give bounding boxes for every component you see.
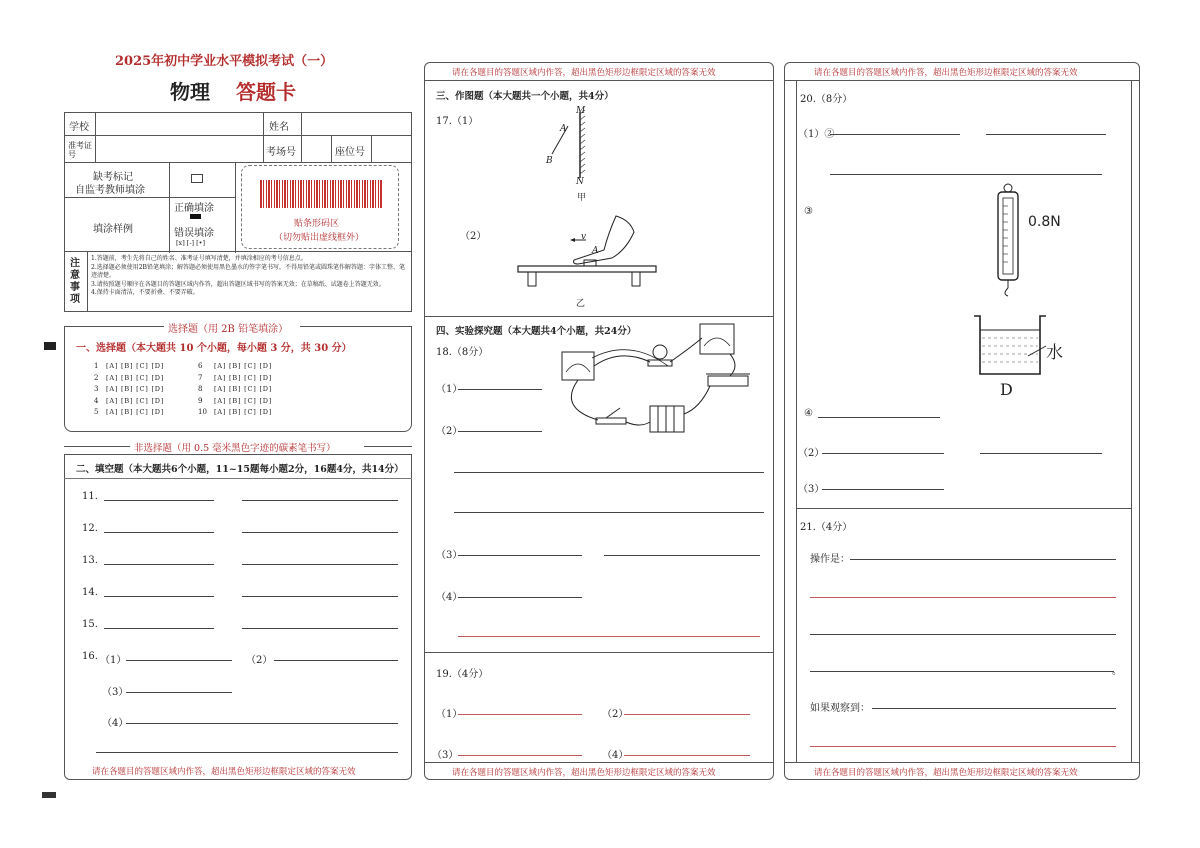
sample-label: 填涂样例: [93, 224, 133, 235]
right-bottom-warning: 请在各题目的答题区域内作答，超出黑色矩形边框限定区域的答案无效: [814, 768, 1078, 778]
fill-panel: [64, 454, 412, 780]
absent-checkbox[interactable]: [191, 174, 203, 183]
q18-blank-7[interactable]: [458, 597, 582, 598]
q20-blank-7[interactable]: [822, 489, 944, 490]
q18-p3: （3）: [436, 550, 463, 561]
q20-blank-1[interactable]: [830, 134, 960, 135]
q16-p3: （3）: [102, 687, 129, 698]
switch-icon: [596, 418, 626, 424]
right-top-warning: 请在各题目的答题区域内作答，超出黑色矩形边框限定区域的答案无效: [814, 68, 1078, 78]
q20-blank-2[interactable]: [986, 134, 1106, 135]
q21-period: 。: [1112, 666, 1122, 677]
q19-blank-4[interactable]: [624, 755, 750, 756]
q18-blank-5[interactable]: [458, 555, 582, 556]
spring-scale-icon: [990, 182, 1030, 298]
point-a-label: A: [560, 124, 567, 134]
q15-label: 15.: [82, 619, 98, 630]
absent-note: 自监考教师填涂: [75, 185, 145, 196]
barcode-note: （切勿贴出虚线框外）: [274, 233, 365, 243]
note-3: 3.请按照题号顺序在各题目的答题区域内作答，超出答题区域书写的答案无效；在草稿纸、试题卷上答题无效。: [91, 280, 385, 288]
rheostat-icon: [708, 376, 748, 386]
q15-blank-2[interactable]: [242, 628, 398, 629]
q20-blank-6[interactable]: [980, 453, 1102, 454]
beaker-label: D: [1000, 380, 1013, 399]
q21-blank-4[interactable]: [810, 671, 1114, 672]
voltmeter-icon: [562, 352, 594, 380]
battery-icon: [650, 406, 684, 432]
q19-blank-2[interactable]: [624, 714, 750, 715]
choice-right-numbers: 6 7 8 9 10: [198, 362, 207, 416]
exam-title: 2025年初中学业水平模拟考试（一）: [115, 54, 334, 69]
q19-label: 19.（4分）: [436, 669, 489, 680]
note-4: 4.保持卡面清洁，不要折叠、不要弄破。: [91, 289, 199, 296]
absent-mark-label: 缺考标记: [93, 172, 133, 183]
q20-p3-mark: ③: [804, 206, 813, 217]
barcode-icon: [260, 180, 382, 208]
q21-label: 21.（4分）: [800, 522, 853, 533]
q16-blank-2[interactable]: [274, 660, 398, 661]
tab-marker: [44, 342, 56, 350]
mid-top-warning: 请在各题目的答题区域内作答，超出黑色矩形边框限定区域的答案无效: [452, 68, 716, 78]
q21-blank-1[interactable]: [850, 559, 1116, 560]
beaker-icon: [970, 312, 1056, 378]
q17-label: 17.（1）: [436, 116, 479, 127]
q21-operation: 操作是：: [810, 554, 850, 565]
q18-blank-6[interactable]: [604, 555, 760, 556]
note-2: 2.选择题必须使用2B铅笔填涂；解答题必须使用黑色墨水的签字笔书写，不得用铅笔或圆珠笔作解答题：字体工整、笔迹清楚。: [91, 263, 405, 279]
q20-p2: （2）: [798, 448, 825, 459]
block-a-label: A: [592, 246, 599, 256]
q14-blank-2[interactable]: [242, 596, 398, 597]
school-label: 学校: [69, 122, 89, 133]
correct-fill-mark: [190, 214, 201, 219]
choice-section-title: 一、选择题（本大题共 10 个小题，每小题 3 分，共 30 分）: [76, 343, 352, 354]
q16-blank-5[interactable]: [96, 752, 398, 753]
q19-p1: （1）: [436, 709, 463, 720]
q18-p1: （1）: [436, 384, 463, 395]
q20-p1: （1）②: [798, 129, 835, 140]
q14-label: 14.: [82, 587, 98, 598]
mirror-label-m: M: [576, 106, 586, 116]
q16-p4: （4）: [102, 718, 129, 729]
q14-blank-1[interactable]: [104, 596, 214, 597]
q12-blank-1[interactable]: [104, 532, 214, 533]
q13-blank-1[interactable]: [104, 564, 214, 565]
q21-blank-3[interactable]: [810, 634, 1116, 635]
point-b-label: B: [546, 156, 553, 166]
q20-blank-4[interactable]: [818, 417, 940, 418]
q16-blank-3[interactable]: [126, 692, 232, 693]
q16-blank-4[interactable]: [126, 723, 398, 724]
q18-blank-1[interactable]: [458, 389, 542, 390]
ticket-label: 准考证号: [68, 141, 92, 159]
q15-blank-1[interactable]: [104, 628, 214, 629]
nonchoice-divider: 非选择题（用 0.5 毫米黑色字迹的碳素笔书写）: [134, 443, 336, 454]
q18-p2: （2）: [436, 426, 463, 437]
q19-blank-1[interactable]: [458, 714, 582, 715]
info-table: [64, 112, 412, 252]
ammeter-icon: [700, 324, 734, 354]
fig-yi-label: 乙: [576, 299, 586, 309]
room-label: 考场号: [266, 147, 296, 158]
experiment-section-title: 四、实验探究题（本大题共4个小题，共24分）: [436, 326, 637, 337]
circuit-figure: [550, 318, 754, 438]
block-figure: [514, 210, 660, 290]
fill-section-title: 二、填空题（本大题共6个小题，11~15题每小题2分，16题4分，共14分）: [76, 464, 404, 475]
drawing-section-title: 三、作图题（本大题共一个小题，共4分）: [436, 91, 614, 102]
force-reading: 0.8N: [1028, 214, 1061, 230]
q16-p1: （1）: [100, 655, 127, 666]
q18-blank-3[interactable]: [454, 472, 764, 473]
card-label: 答题卡: [236, 80, 296, 104]
mirror-figure: [536, 104, 606, 204]
mirror-label-n: N: [576, 177, 584, 187]
q20-blank-3[interactable]: [830, 174, 1102, 175]
q19-blank-3[interactable]: [458, 755, 582, 756]
fig-jia-label: 甲: [577, 193, 587, 203]
q18-p4: （4）: [436, 592, 463, 603]
choice-divider: 选择题（用 2B 铅笔填涂）: [168, 324, 289, 335]
q21-blank-5[interactable]: [872, 708, 1116, 709]
mid-bottom-warning: 请在各题目的答题区域内作答，超出黑色矩形边框限定区域的答案无效: [452, 768, 716, 778]
note-1: 1.答题前，考生先将自己的姓名、准考证号填写清楚，并填涂相应的考号信息点。: [91, 255, 307, 262]
wrong-fill-label: 错误填涂: [174, 228, 214, 239]
corner-mark: [42, 792, 56, 798]
velocity-label: v: [581, 232, 587, 242]
q21-observe: 如果观察到：: [810, 703, 870, 714]
q16-label: 16.: [82, 651, 98, 662]
q18-blank-4[interactable]: [454, 512, 764, 513]
notes-label: 注意事项: [70, 258, 80, 305]
q19-p3: （3）: [432, 750, 459, 761]
q12-blank-2[interactable]: [242, 532, 398, 533]
q20-p4-mark: ④: [804, 408, 813, 419]
q11-blank-2[interactable]: [242, 500, 398, 501]
q20-p3: （3）: [798, 484, 825, 495]
wrong-fill-examples: [x] [-] [•]: [176, 239, 206, 247]
seat-label: 座位号: [335, 147, 365, 158]
q13-blank-2[interactable]: [242, 564, 398, 565]
q13-label: 13.: [82, 555, 98, 566]
q20-blank-5[interactable]: [822, 453, 944, 454]
correct-fill-label: 正确填涂: [174, 203, 214, 214]
left-warning: 请在各题目的答题区域内作答，超出黑色矩形边框限定区域的答案无效: [92, 767, 356, 777]
q18-label: 18.（8分）: [436, 347, 489, 358]
q19-p2: （2）: [602, 709, 629, 720]
subject-title: 物理: [170, 80, 210, 104]
q18-blank-8[interactable]: [458, 636, 760, 637]
q16-p2: （2）: [246, 655, 273, 666]
choice-left-options[interactable]: [A] [B] [C] [D] [A] [B] [C] [D] [A] [B] [C] [D] [A] [B] [C] [D] [A] [B] [C] [D]: [106, 362, 165, 416]
water-label: 水: [1046, 343, 1063, 363]
choice-left-numbers: 1 2 3 4 5: [94, 362, 99, 416]
q20-label: 20.（8分）: [800, 94, 853, 105]
q11-label: 11.: [82, 491, 98, 502]
q12-label: 12.: [82, 523, 98, 534]
notes-box: [64, 252, 412, 312]
q21-blank-2[interactable]: [810, 597, 1116, 598]
name-label: 姓名: [269, 122, 289, 133]
bulb-icon: [653, 345, 667, 359]
q18-blank-2[interactable]: [458, 431, 542, 432]
q16-blank-1[interactable]: [126, 660, 232, 661]
barcode-area: [241, 165, 399, 249]
q21-blank-6[interactable]: [810, 746, 1116, 747]
barcode-label: 贴条形码区: [294, 219, 340, 229]
notes-list: [91, 255, 409, 298]
q19-p4: （4）: [602, 750, 629, 761]
q11-blank-1[interactable]: [104, 500, 214, 501]
q17-p2: （2）: [460, 231, 487, 242]
choice-right-options[interactable]: [A] [B] [C] [D] [A] [B] [C] [D] [A] [B] [C] [D] [A] [B] [C] [D] [A] [B] [C] [D]: [214, 362, 273, 416]
